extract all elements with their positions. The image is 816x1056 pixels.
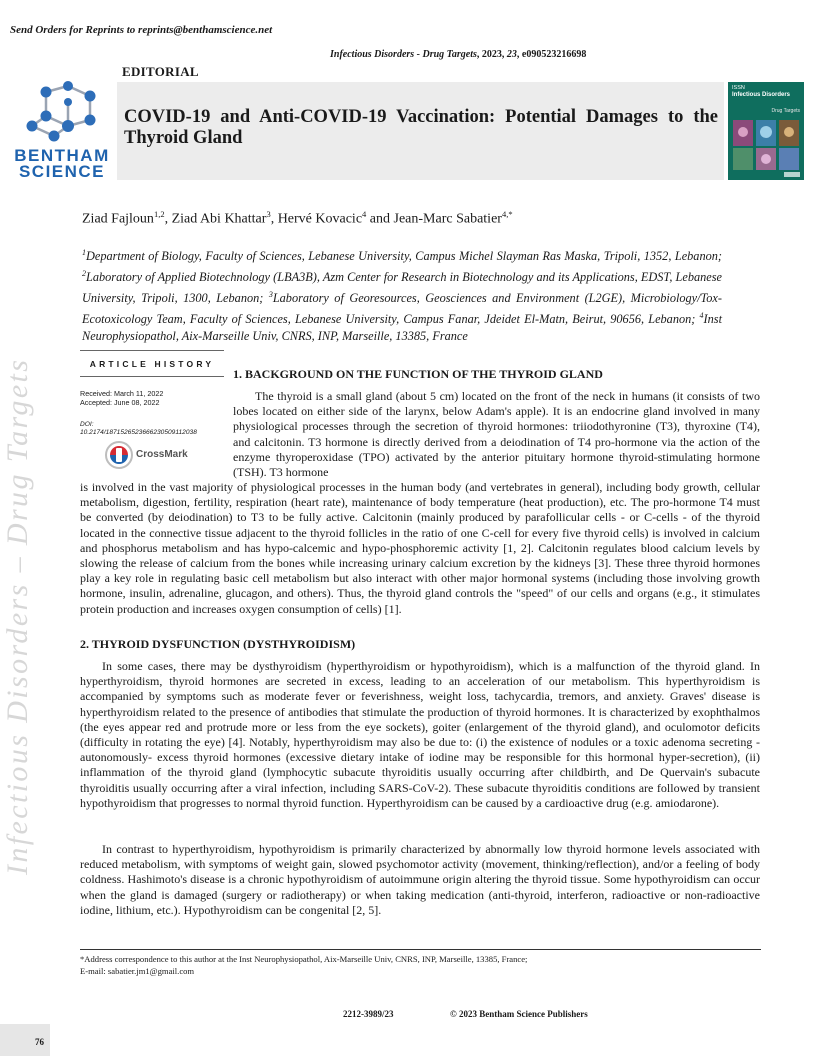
author-separator: and [366,211,394,227]
cover-artwork-icon [728,82,804,180]
publisher-logo-text [10,148,114,180]
author-separator: , [270,211,278,227]
doi-label: DOI: [80,421,94,428]
crossmark-icon [104,440,134,470]
citation-volume: 23 [506,49,517,60]
citation-id-sep: , [516,49,522,60]
section-2-paragraph-2: In contrast to hyperthyroidism, hypothyroidism is primarily characterized by abnormally low thyroid hormone levels associated with reduced metabolism, with symptoms of weight gain, slowed psychomotor activity (movement, thinking/reflection), and/or a feeling of body coldness. Hashimoto's disease is a chronic hypothyroidism of autoimmune origin altering the thyroid tissue. Some hypothyroidism can occur when the gland is damaged (surgery or radiotherapy) or when taking medication (anti-thyroid, interferon, radioactive or non-radioactive iodine, lithium, etc.). Hypothyroidism can be congenital [2, 5]. [80,842,760,917]
article-type: EDITORIAL [122,64,199,79]
author-affiliation-marker: 4,* [501,209,513,219]
affiliation-number: 3 [268,290,273,300]
author-separator: , [164,211,172,227]
article-history-heading: ARTICLE HISTORY [89,359,215,369]
section-1-heading: 1. BACKGROUND ON THE FUNCTION OF THE THYROID GLAND [233,367,603,381]
affiliation-text: Laboratory of Georesources, Geosciences and Environment (L2GE), Microbiology/Tox-Ecotoxicology Team, Faculty of Sciences, Lebanese University, Campus Fanar, Jdeidet El-Matn, Beirut, 90656, Lebanon; [82,291,722,327]
history-bottom-rule [80,376,224,377]
author-affiliation-marker: 3 [266,209,271,219]
doi-block [80,421,197,438]
received-date: Received: March 11, 2022 [80,389,164,398]
section-1-paragraph-top: The thyroid is a small gland (about 5 cm) located on the front of the neck in humans (it consists of two lobes located on either side of the larynx, below Adam's apple). It is an endocrine gland involved in many physiological processes through the secretion of thyroid hormones: triiodothyronine (T3), thyroxine (T4), and calcitonin. T3 hormone is directly derived from a deiodination of T4 pro-hormone via the action of the enzyme thyroperoxidase (TPO) activated by the anterior pituitary hormone thyroid-stimulating hormone (TSH). T3 hormone [233,389,760,480]
affiliation-text: Inst Neurophysiopathol, Aix-Marseille Univ, CNRS, INP, Marseille, 13385, France [82,312,722,344]
cover-subtitle: Drug Targets [771,108,800,114]
affiliations [82,244,722,345]
citation-vol-sep: , [501,49,507,60]
author-affiliation-marker: 1,2 [153,209,165,219]
author-name: Hervé Kovacic [277,211,363,227]
affiliation-number: 2 [82,269,86,279]
author-affiliation-marker: 4 [362,209,367,219]
page-number: 76 [35,1037,44,1047]
journal-citation [330,49,586,60]
issn: 2212-3989/23 [343,1009,394,1019]
affiliation-text: Department of Biology, Faculty of Sciences, Lebanese University, Campus Michel Slayman Ras Maska, Tripoli, 1352, Lebanon; [86,249,722,264]
cover-small-label: ISSN [732,85,745,91]
history-dates [80,390,163,407]
affiliation-number: 1 [82,248,86,257]
crossmark-badge[interactable] [104,440,190,470]
section-2-heading: 2. THYROID DYSFUNCTION (DYSTHYROIDISM) [80,637,356,651]
section-1-paragraph-continued: is involved in the vast majority of physiological processes in the human body (and vertebrates in general), including body growth, cellular metabolism, digestion, fertility, respiration (heart rate), maintenance of body temperature (heat production), etc. The pro-hormone T4 must be converted (by deiodination) to T3 to be fully active. Calcitonin (mainly produced by parafollicular cells - or C-cells - of the thyroid located in the connective tissue adjacent to the thyroid follicles in the ratio of one C-cell for every five thyroid cells) is involved in calcium and phosphorus metabolism and has hypo-calcemic and hypo-phosphoremic activity [1, 2]. Calcitonin regulates blood calcium levels by slowing the release of calcium from the bones while increasing urinary calcium excretion by the kidneys [3]. These three thyroid hormones play a key role in regulating basic cell metabolism but also interact with other major hormonal systems (including those involving growth hormone, insulin, adrenaline, glucagon, and others). Thus, the thyroid gland controls the "speed" of our cells and organs (e.g., it stimulates protein production and increases oxygen consumption of cells) [1]. [80,480,760,616]
journal-watermark: Infectious Disorders – Drug Targets [1,357,34,875]
citation-year-sep: , [476,49,482,60]
correspondence-footnote [80,953,527,977]
author-list [82,209,513,228]
logo-line-2: SCIENCE [18,162,106,181]
accepted-date: Accepted: June 08, 2022 [80,397,160,407]
reprints-notice: Send Orders for Reprints to reprints@benthamscience.net [10,24,273,36]
section-2-paragraph-1: In some cases, there may be dysthyroidism (hyperthyroidism or hypothyroidism), which is a malfunction of the thyroid gland. In hyperthyroidism, thyroid hormones are secreted in excess, leading to an acceleration of our metabolism. This hyperthyroidism is accompanied by symptoms such as moderate fever or feverishness, weight loss, tachycardia, tremors, and anxiety. Graves' disease is hyperthyroidism related to the presence of antibodies that stimulate the production of thyroid hormones. It is characterized by exophthalmos (the eyes appear red and protrude more or less from the eye sockets), goiter (enlargement of the thyroid gland), and oculomotor deficits (difficulty in rotating the eye) [4]. Notably, hyperthyroidism may also be due to: (i) the existence of nodules or a toxic adenoma secreting -autonomously- excess thyroid hormones (excessive dietary intake of iodine may be responsible for this hormonal hyper-secretion), (ii) inflammation of the thyroid gland (lymphocytic subacute thyroiditis usually occurring after childbirth, and De Quervain's subacute thyroiditis usually occurring after a viral infection, including SARS-CoV-2). These subacute thyroiditis conditions are followed by transient hypothyroidism that progresses to normal thyroid function. Hyperthyroidism can be caused by a cardioactive drug (e.g. amiodarone). [80,659,760,810]
author-name: Jean-Marc Sabatier [393,211,502,227]
journal-name: Infectious Disorders - Drug Targets [330,49,477,60]
cover-title: Infectious Disorders [732,92,791,98]
citation-article-id: e090523216698 [521,49,587,60]
article-title: COVID-19 and Anti-COVID-19 Vaccination: Potential Damages to the Thyroid Gland [124,107,718,148]
logo-line-1: BENTHAM [14,146,110,165]
footnote-rule [80,949,761,950]
correspondence-email[interactable]: E-mail: sabatier.jm1@gmail.com [80,966,195,976]
author-name: Ziad Abi Khattar [171,211,267,227]
affiliation-number: 4 [699,311,704,321]
copyright: © 2023 Bentham Science Publishers [450,1009,588,1019]
journal-cover [728,82,804,180]
history-top-rule [80,350,224,351]
citation-year: 2023 [481,49,502,60]
doi-link[interactable]: 10.2174/1871526523666230509112038 [80,429,197,437]
crossmark-label: CrossMark [136,449,188,460]
author-name: Ziad Fajloun [82,211,154,227]
affiliation-text: Laboratory of Applied Biotechnology (LBA3B), Azm Center for Research in Biotechnology and its Applications, EDST, Lebanese University, Tripoli, 1300, Lebanon; [82,270,722,306]
correspondence-address: *Address correspondence to this author at the Inst Neurophysiopathol, Aix-Marseille Univ, CNRS, INP, Marseille, 13385, France; [80,954,528,964]
